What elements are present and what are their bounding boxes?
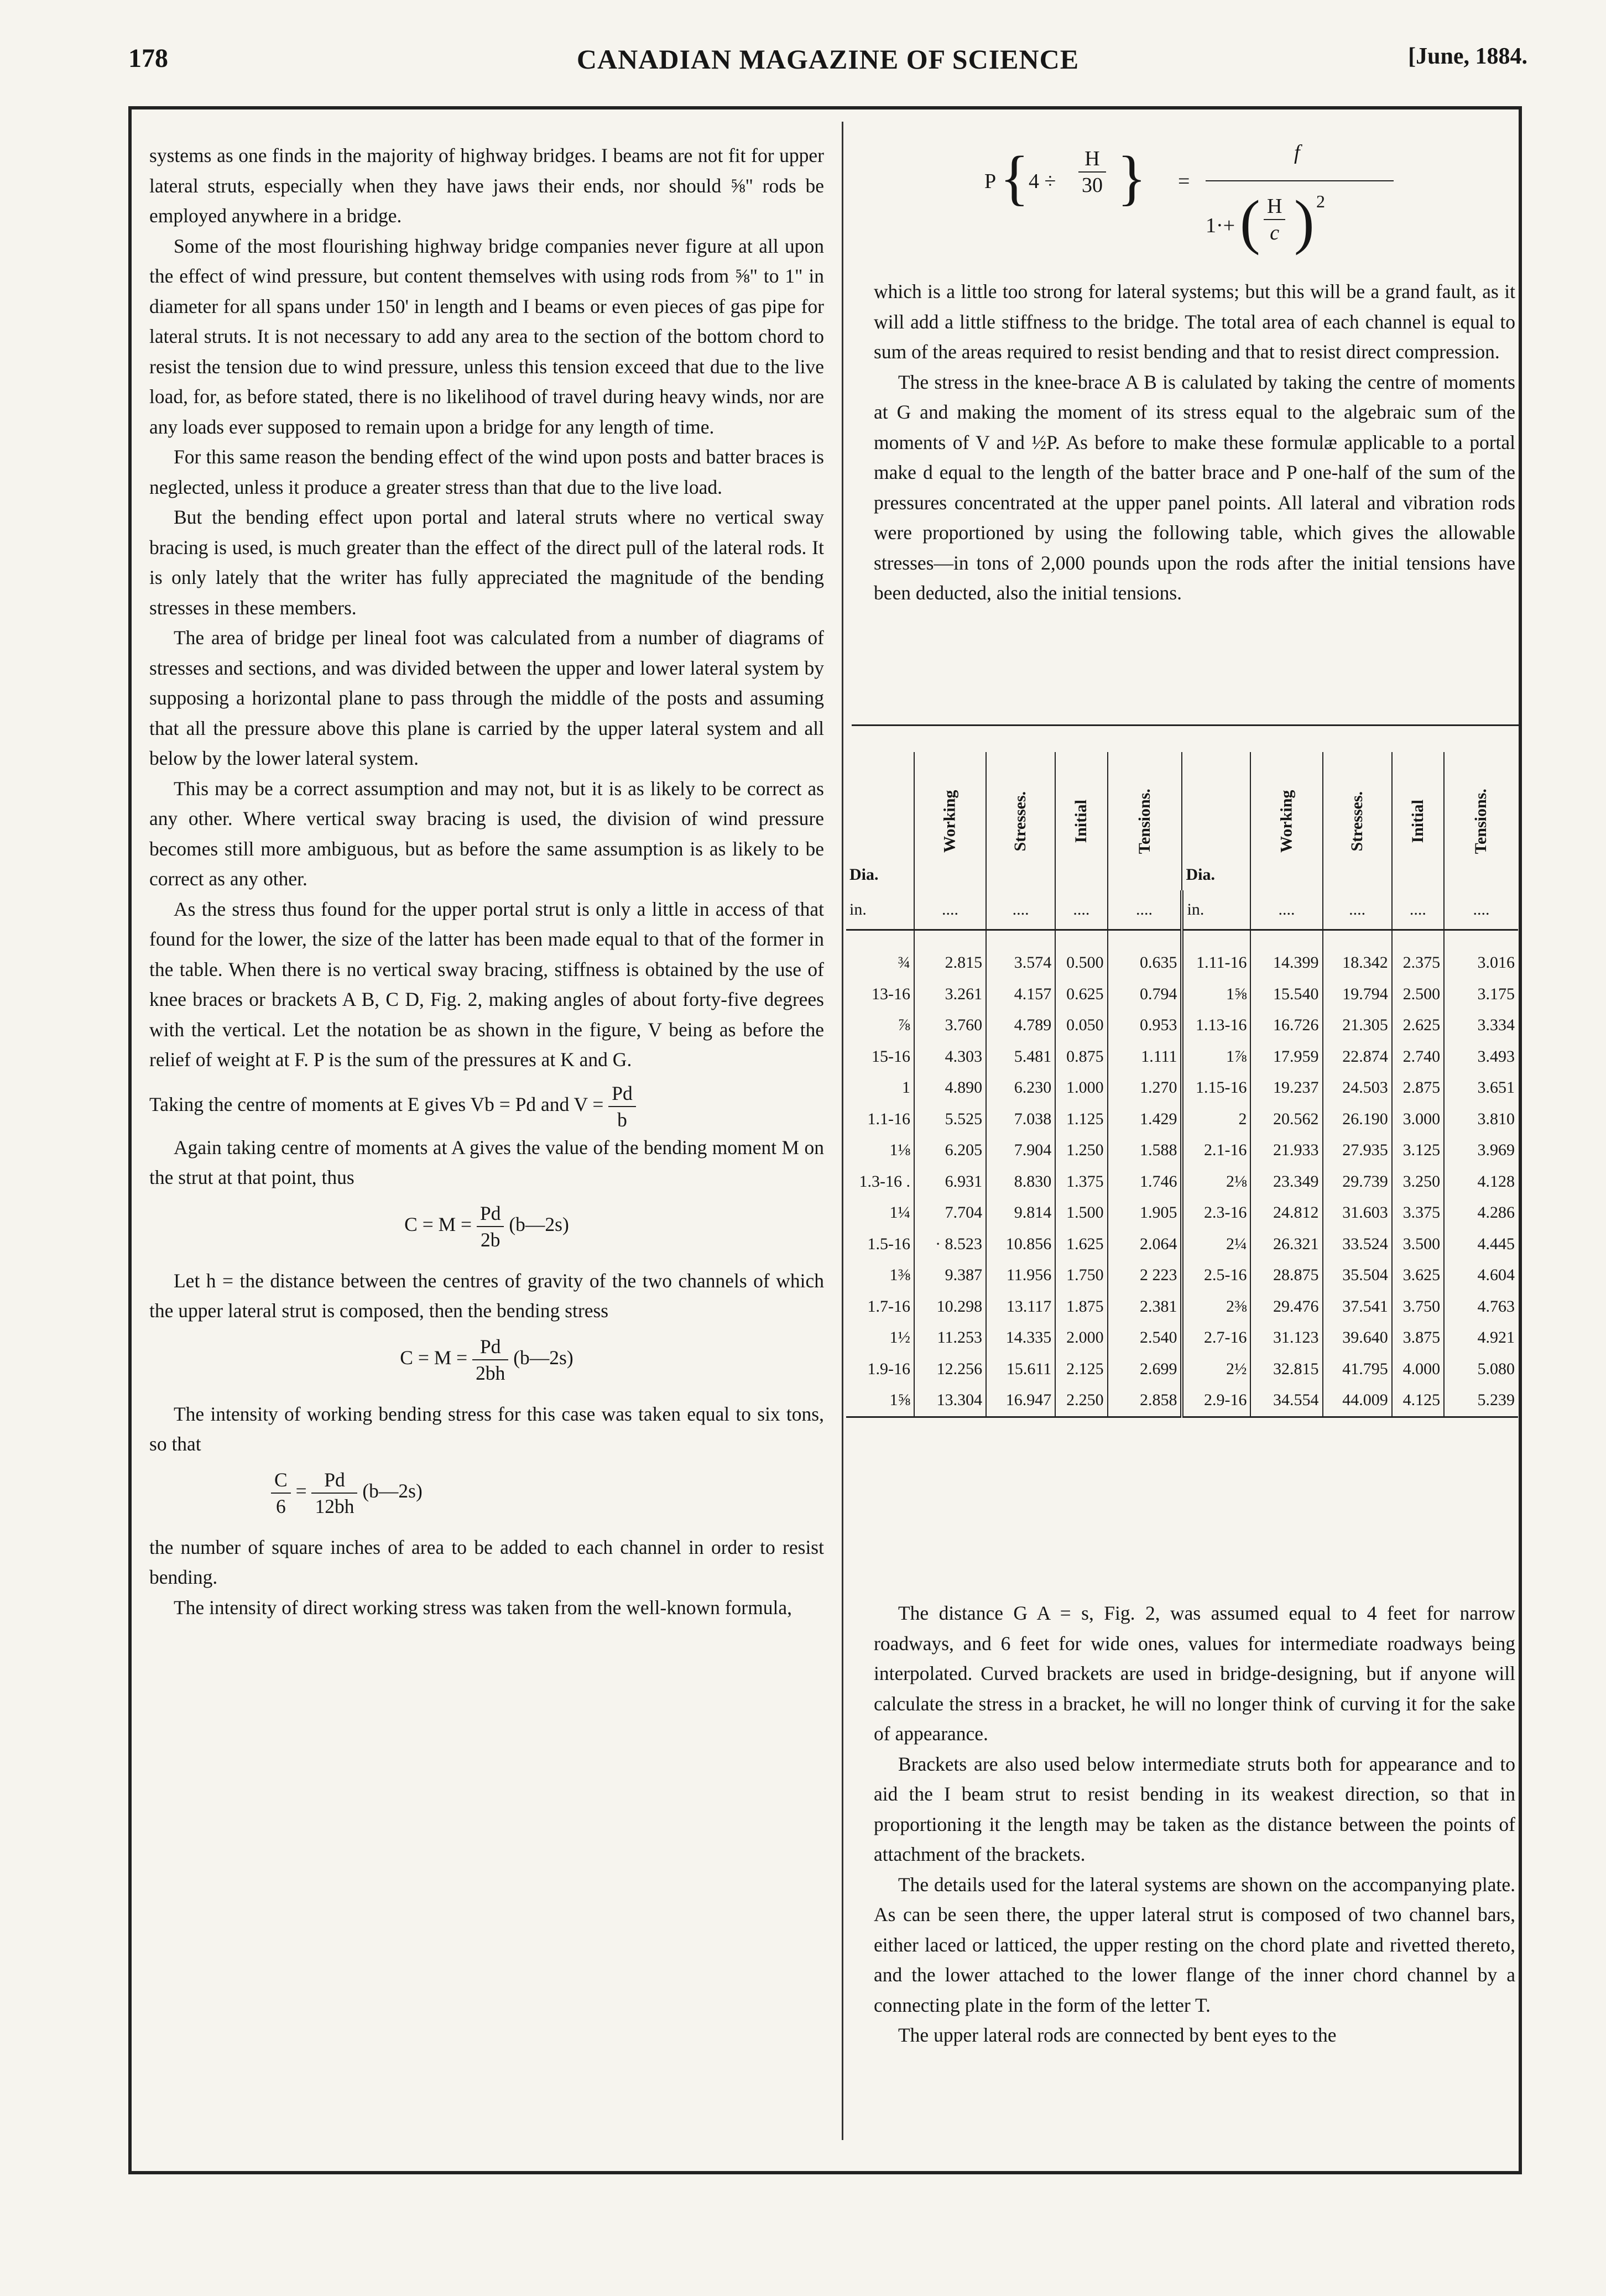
value-cell: 6.230: [986, 1072, 1055, 1104]
value-cell: 3.175: [1444, 979, 1518, 1010]
paragraph: The area of bridge per lineal foot was calculated from a number of diagrams of stresses and sections, and was divided between the upper and lower lateral system by supposing a horizontal plane to pass through the middle of the posts and assuming that all the pressure above this plane is carried by the upper lateral system and all below by the lower lateral system.: [149, 627, 824, 769]
denominator: 2bh: [476, 1361, 505, 1384]
value-cell: 4.890: [914, 1072, 986, 1104]
value-cell: 24.503: [1323, 1072, 1392, 1104]
value-cell: · 8.523: [914, 1229, 986, 1260]
value-cell: 1.250: [1055, 1135, 1107, 1166]
equation-v: [149, 1081, 824, 1133]
stress-table: [846, 752, 1518, 1418]
value-cell: 0.050: [1055, 1010, 1107, 1041]
value-cell: 1.875: [1055, 1291, 1107, 1323]
denominator: b: [617, 1108, 627, 1131]
value-cell: 3.875: [1392, 1322, 1444, 1354]
value-cell: 4.128: [1444, 1166, 1518, 1198]
fraction: [1078, 146, 1106, 198]
paragraph: systems as one finds in the majority of highway bridges. I beams are not fit for upper lateral struts, especially when they have jaws their ends, nor should ⅝" rods be employed anywhere in a bridge.: [149, 144, 824, 227]
value-cell: 4.000: [1392, 1354, 1444, 1385]
value-cell: 11.253: [914, 1322, 986, 1354]
header-dia: [846, 752, 914, 890]
paragraph: Some of the most flourishing highway bridge companies never figure at all upon the effect of wind pressure, but content themselves with using rods from ⅝" to 1" in diameter for all spans under 150' in length and I beams or even pieces of gas pipe for lateral struts. It is not necessary to add any area to the section of the bottom chord to resist the tension due to wind pressure, unless this tension exceed that due to the live load, for, as before stated, there is no likelihood of travel during heavy winds, nor are any loads ever supposed to remain upon a bridge for any length of time.: [149, 234, 824, 438]
value-cell: 1.746: [1108, 1166, 1182, 1198]
value-cell: 2.125: [1055, 1354, 1107, 1385]
formula-p: P: [984, 170, 997, 193]
value-cell: 3.375: [1392, 1197, 1444, 1229]
value-cell: 7.704: [914, 1197, 986, 1229]
eq-equals: =: [295, 1479, 307, 1502]
diameter-cell: 2.5-16: [1182, 1260, 1250, 1291]
value-cell: 0.500: [1055, 930, 1107, 979]
value-cell: 7.038: [986, 1104, 1055, 1135]
header-label: Stresses.: [1347, 791, 1366, 852]
value-cell: 33.524: [1323, 1229, 1392, 1260]
diameter-cell: 1¼: [889, 1203, 910, 1222]
diameter-cell: 2.9-16: [1182, 1385, 1250, 1417]
value-cell: 1.429: [1108, 1104, 1182, 1135]
header-label: Tensions.: [1135, 788, 1154, 854]
value-cell: 26.190: [1323, 1104, 1392, 1135]
value-cell: 4.157: [986, 979, 1055, 1010]
eq-lhs: C = M =: [400, 1346, 468, 1369]
value-cell: 1.500: [1055, 1197, 1107, 1229]
value-cell: 10.856: [986, 1229, 1055, 1260]
value-cell: 0.875: [1055, 1041, 1107, 1073]
value-cell: 1.750: [1055, 1260, 1107, 1291]
value-cell: 1.125: [1055, 1104, 1107, 1135]
value-cell: 0.953: [1108, 1010, 1182, 1041]
fraction: [311, 1467, 357, 1519]
eq-rhs: (b—2s): [362, 1479, 423, 1502]
table-row: [846, 1104, 1518, 1135]
eq-rhs: (b—2s): [509, 1213, 569, 1235]
value-cell: 4.303: [914, 1041, 986, 1073]
value-cell: 3.810: [1444, 1104, 1518, 1135]
value-cell: 21.933: [1250, 1135, 1322, 1166]
value-cell: 5.481: [986, 1041, 1055, 1073]
value-cell: 3.261: [914, 979, 986, 1010]
table-row: [846, 1072, 1518, 1104]
value-cell: 4.789: [986, 1010, 1055, 1041]
paragraph: the number of square inches of area to be added to each channel in order to resist bending.: [149, 1536, 824, 1588]
header-label: Working: [940, 790, 959, 853]
table-row: [846, 1166, 1518, 1198]
table-row: [846, 1291, 1518, 1323]
value-cell: 1.111: [1108, 1041, 1182, 1073]
formula-divider: [1206, 180, 1394, 181]
value-cell: 3.250: [1392, 1166, 1444, 1198]
dots-cell: ....: [1444, 890, 1518, 930]
value-cell: 4.445: [1444, 1229, 1518, 1260]
value-cell: 3.625: [1392, 1260, 1444, 1291]
denominator: 30: [1082, 174, 1103, 197]
value-cell: 3.969: [1444, 1135, 1518, 1166]
value-cell: 2.064: [1108, 1229, 1182, 1260]
value-cell: 31.123: [1250, 1322, 1322, 1354]
value-cell: 5.525: [914, 1104, 986, 1135]
eq-lhs: C = M =: [404, 1213, 472, 1235]
paragraph: Brackets are also used below intermediate struts both for appearance and to aid the I beam strut to resist bending in its weakest direction, so that in proportioning it the length may be taken as the distance between the points of attachment of the brackets.: [874, 1752, 1515, 1865]
header-label: Initial: [1072, 799, 1091, 843]
value-cell: 7.904: [986, 1135, 1055, 1166]
value-cell: 6.931: [914, 1166, 986, 1198]
issue-date: [June, 1884.: [1408, 44, 1527, 69]
value-cell: 1.905: [1108, 1197, 1182, 1229]
formula-f: f: [1294, 141, 1300, 164]
value-cell: 17.959: [1250, 1041, 1322, 1073]
paragraph: The distance G A = s, Fig. 2, was assumed equal to 4 feet for narrow roadways, and 6 feet for wide ones, values for intermediate roadways being interpolated. Curved brackets are used in bridge-designing, but if anyone will calculate the stress in a bracket, he will no longer think of curving it for the sake of appearance.: [874, 1602, 1515, 1745]
formula-bracket-right: }: [1117, 144, 1146, 211]
value-cell: 9.387: [914, 1260, 986, 1291]
diameter-cell: 2¼: [1182, 1229, 1250, 1260]
diameter-cell: 1½: [889, 1328, 910, 1347]
value-cell: 1.375: [1055, 1166, 1107, 1198]
diameter-cell: 2½: [1182, 1354, 1250, 1385]
table-row: [846, 1229, 1518, 1260]
table-row: [846, 979, 1518, 1010]
value-cell: 27.935: [1323, 1135, 1392, 1166]
header-dia-2: [1182, 752, 1250, 890]
page-header: [128, 43, 1527, 87]
equation-3: [271, 1467, 824, 1519]
diameter-cell: ⅞: [898, 1016, 910, 1034]
value-cell: 0.794: [1108, 979, 1182, 1010]
value-cell: 2.250: [1055, 1385, 1107, 1417]
formula-a: 4 ÷: [1029, 170, 1056, 193]
diameter-cell: 2.1-16: [1182, 1135, 1250, 1166]
fraction: [472, 1334, 508, 1386]
value-cell: 20.562: [1250, 1104, 1322, 1135]
equation-2: [149, 1334, 824, 1386]
value-cell: 2.815: [914, 930, 986, 979]
numerator: H: [1264, 194, 1285, 220]
paragraph: But the bending effect upon portal and lateral struts where no vertical sway bracing is used, is much greater than the effect of the direct pull of the lateral rods. It is only lately that the writer has fully appreciated the magnitude of the bending stresses in these members.: [149, 506, 824, 619]
denominator: 12bh: [315, 1495, 354, 1517]
diameter-cell: 1.3-16 .: [859, 1172, 910, 1191]
value-cell: 14.335: [986, 1322, 1055, 1354]
value-cell: 32.815: [1250, 1354, 1322, 1385]
value-cell: 4.125: [1392, 1385, 1444, 1417]
table-row: [846, 1385, 1518, 1417]
value-cell: 3.750: [1392, 1291, 1444, 1323]
diameter-cell: 1.7-16: [867, 1297, 910, 1316]
value-cell: 2.875: [1392, 1072, 1444, 1104]
table-row: [846, 930, 1518, 979]
diameter-cell: 1: [902, 1078, 910, 1097]
diameter-cell: 1.11-16: [1182, 930, 1250, 979]
value-cell: 3.574: [986, 930, 1055, 979]
value-cell: 3.760: [914, 1010, 986, 1041]
formula-block: [984, 136, 1416, 274]
value-cell: 39.640: [1323, 1322, 1392, 1354]
header-initial-2: [1392, 752, 1444, 890]
dots-cell: ....: [1055, 890, 1107, 930]
header-label: Dia.: [849, 865, 879, 884]
formula-exponent: 2: [1316, 191, 1325, 211]
formula-one: 1·+: [1206, 214, 1235, 237]
value-cell: 16.947: [986, 1385, 1055, 1417]
header-stresses: [986, 752, 1055, 890]
numerator: Pd: [311, 1467, 357, 1494]
diameter-cell: 15-16: [872, 1047, 910, 1066]
diameter-cell: 1⅝: [1182, 979, 1250, 1010]
numerator: Pd: [477, 1201, 504, 1227]
paragraph: The intensity of direct working stress was taken from the well-known formula,: [174, 1596, 792, 1619]
header-label: Initial: [1408, 799, 1427, 843]
header-stresses-2: [1323, 752, 1392, 890]
value-cell: 6.205: [914, 1135, 986, 1166]
table-row: [846, 1010, 1518, 1041]
unit-cell: in.: [1182, 890, 1250, 930]
magazine-title: CANADIAN MAGAZINE OF SCIENCE: [576, 44, 1080, 75]
diameter-cell: 2⅜: [1182, 1291, 1250, 1323]
value-cell: 2.375: [1392, 930, 1444, 979]
value-cell: 23.349: [1250, 1166, 1322, 1198]
value-cell: 41.795: [1323, 1354, 1392, 1385]
value-cell: 22.874: [1323, 1041, 1392, 1073]
value-cell: 34.554: [1250, 1385, 1322, 1417]
numerator: C: [271, 1467, 291, 1494]
value-cell: 13.304: [914, 1385, 986, 1417]
value-cell: 19.237: [1250, 1072, 1322, 1104]
diameter-cell: 1.5-16: [867, 1234, 910, 1253]
value-cell: 3.000: [1392, 1104, 1444, 1135]
fraction: [477, 1201, 504, 1253]
equation-1: [149, 1201, 824, 1253]
dots-cell: ....: [1108, 890, 1182, 930]
column-divider: [842, 122, 843, 2140]
paragraph: As the stress thus found for the upper portal strut is only a little in access of that found for the lower, the size of the latter has been made equal to that of the former in the table. When there is no vertical sway bracing, stiffness is obtained by the use of knee braces or brackets A B, C D, Fig. 2, making angles of about forty-five degrees with the vertical. Let the notation be as shown in the figure, V being as before the relief of weight at F. P is the sum of the pressures at K and G.: [149, 897, 824, 1071]
header-initial: [1055, 752, 1107, 890]
diameter-cell: 1.1-16: [867, 1109, 910, 1128]
right-column-top: [874, 276, 1515, 608]
table-header-row: [846, 752, 1518, 890]
value-cell: 3.493: [1444, 1041, 1518, 1073]
value-cell: 3.334: [1444, 1010, 1518, 1041]
diameter-cell: ¾: [898, 953, 910, 972]
table-row: [846, 1197, 1518, 1229]
table-row: [846, 1135, 1518, 1166]
value-cell: 3.125: [1392, 1135, 1444, 1166]
value-cell: 2.381: [1108, 1291, 1182, 1323]
diameter-cell: 1⅛: [889, 1141, 910, 1159]
value-cell: 10.298: [914, 1291, 986, 1323]
value-cell: 1.625: [1055, 1229, 1107, 1260]
header-working-2: [1250, 752, 1322, 890]
value-cell: 2.699: [1108, 1354, 1182, 1385]
formula-bracket-left: {: [1000, 144, 1029, 211]
header-label: Dia.: [1186, 865, 1215, 884]
table-unit-row: [846, 890, 1518, 930]
dots-cell: ....: [1392, 890, 1444, 930]
eq-rhs: (b—2s): [513, 1346, 573, 1369]
diameter-cell: 1.9-16: [867, 1359, 910, 1378]
diameter-cell: 2.3-16: [1182, 1197, 1250, 1229]
table-row: [846, 1260, 1518, 1291]
paragraph: which is a little too strong for lateral systems; but this will be a grand fault, as it will add a little stiffness to the bridge. The total area of each channel is equal to sum of the areas required to resist bending and that to resist direct compression.: [874, 280, 1515, 363]
left-column: [149, 140, 824, 2142]
diameter-cell: 2⅛: [1182, 1166, 1250, 1198]
header-tensions: [1108, 752, 1182, 890]
value-cell: 2.540: [1108, 1322, 1182, 1354]
diameter-cell: 1.13-16: [1182, 1010, 1250, 1041]
numerator: Pd: [472, 1334, 508, 1360]
denominator: 6: [275, 1495, 286, 1517]
diameter-cell: 2.7-16: [1182, 1322, 1250, 1354]
table-row: [846, 1322, 1518, 1354]
value-cell: 2.858: [1108, 1385, 1182, 1417]
paragraph: Again taking centre of moments at A gives the value of the bending moment M on the strut at that point, thus: [149, 1136, 824, 1188]
value-cell: 35.504: [1323, 1260, 1392, 1291]
value-cell: 3.500: [1392, 1229, 1444, 1260]
denominator: 2b: [480, 1228, 500, 1251]
value-cell: 2 223: [1108, 1260, 1182, 1291]
value-cell: 3.651: [1444, 1072, 1518, 1104]
value-cell: 13.117: [986, 1291, 1055, 1323]
table-row: [846, 1041, 1518, 1073]
value-cell: 44.009: [1323, 1385, 1392, 1417]
diameter-cell: 1.15-16: [1182, 1072, 1250, 1104]
value-cell: 4.286: [1444, 1197, 1518, 1229]
diameter-cell: 1⅞: [1182, 1041, 1250, 1073]
value-cell: 11.956: [986, 1260, 1055, 1291]
formula-bracket-left-2: (: [1240, 188, 1260, 255]
table-body: [846, 930, 1518, 1417]
paragraph: The details used for the lateral systems are shown on the accompanying plate. As can be seen there, the upper lateral strut is composed of two channel bars, either laced or latticed, the upper resting on the chord plate and rivetted thereto, and the lower attached to the lower flange of the inner chord channel by a connecting plate in the form of the letter T.: [874, 1873, 1515, 2016]
header-label: Tensions.: [1472, 788, 1490, 854]
denominator: c: [1270, 221, 1280, 244]
value-cell: 18.342: [1323, 930, 1392, 979]
numerator: Pd: [608, 1081, 636, 1107]
dots-cell: ....: [914, 890, 986, 930]
unit-cell: in.: [846, 890, 914, 930]
value-cell: 4.763: [1444, 1291, 1518, 1323]
value-cell: 5.080: [1444, 1354, 1518, 1385]
formula-bracket-right-2: ): [1294, 188, 1315, 255]
value-cell: 24.812: [1250, 1197, 1322, 1229]
right-column-bottom: [874, 1598, 1515, 2050]
value-cell: 0.625: [1055, 979, 1107, 1010]
value-cell: 37.541: [1323, 1291, 1392, 1323]
numerator: H: [1078, 146, 1106, 173]
dots-cell: ....: [1323, 890, 1392, 930]
value-cell: 1.270: [1108, 1072, 1182, 1104]
header-tensions-2: [1444, 752, 1518, 890]
value-cell: 21.305: [1323, 1010, 1392, 1041]
value-cell: 4.604: [1444, 1260, 1518, 1291]
paragraph: The stress in the knee-brace A B is calulated by taking the centre of moments at G and making the moment of its stress equal to the algebraic sum of the moments of V and ½P. As before to make these formulæ applicable to a portal make d equal to the length of the batter brace and P one-half of the sum of the pressures concentrated at the upper panel points. All lateral and vibration rods were proportioned by using the following table, which gives the allowable stresses—in tons of 2,000 pounds upon the rods after the initial tensions have been deducted, also the initial tensions.: [874, 371, 1515, 604]
value-cell: 3.016: [1444, 930, 1518, 979]
paragraph: The intensity of working bending stress for this case was taken equal to six tons, so that: [149, 1402, 824, 1455]
header-label: Working: [1277, 790, 1296, 853]
diameter-cell: 1⅝: [846, 1385, 914, 1417]
value-cell: 8.830: [986, 1166, 1055, 1198]
fraction: [608, 1081, 636, 1133]
value-cell: 19.794: [1323, 979, 1392, 1010]
value-cell: 31.603: [1323, 1197, 1392, 1229]
header-working: [914, 752, 986, 890]
paragraph: For this same reason the bending effect of the wind upon posts and batter braces is neglected, unless it produce a greater stress than that due to the live load.: [149, 446, 824, 498]
value-cell: 9.814: [986, 1197, 1055, 1229]
value-cell: 15.611: [986, 1354, 1055, 1385]
dots-cell: ....: [986, 890, 1055, 930]
value-cell: 2.740: [1392, 1041, 1444, 1073]
formula-equals: =: [1178, 170, 1190, 193]
value-cell: 5.239: [1444, 1385, 1518, 1417]
fraction: [1264, 194, 1285, 246]
value-cell: 2.500: [1392, 979, 1444, 1010]
equation-text: Taking the centre of moments at E gives Vb = Pd and V =: [149, 1093, 604, 1115]
table-row: [846, 1354, 1518, 1385]
value-cell: 29.739: [1323, 1166, 1392, 1198]
page-number: 178: [128, 44, 168, 73]
table-separator: [852, 724, 1521, 726]
value-cell: 16.726: [1250, 1010, 1322, 1041]
paragraph: This may be a correct assumption and may not, but it is as likely to be correct as any other. Where vertical sway bracing is used, the division of wind pressure becomes still more ambiguous, but as before the same assumption is as likely to be correct as any other.: [149, 777, 824, 890]
value-cell: 4.921: [1444, 1322, 1518, 1354]
value-cell: 2.625: [1392, 1010, 1444, 1041]
value-cell: 28.875: [1250, 1260, 1322, 1291]
value-cell: 2.000: [1055, 1322, 1107, 1354]
value-cell: 1.588: [1108, 1135, 1182, 1166]
value-cell: 14.399: [1250, 930, 1322, 979]
diameter-cell: 1⅜: [889, 1266, 910, 1284]
value-cell: 0.635: [1108, 930, 1182, 979]
value-cell: 15.540: [1250, 979, 1322, 1010]
paragraph: The upper lateral rods are connected by bent eyes to the: [898, 2024, 1337, 2046]
header-label: Stresses.: [1011, 791, 1030, 852]
value-cell: 26.321: [1250, 1229, 1322, 1260]
paragraph: Let h = the distance between the centres of gravity of the two channels of which the upper lateral strut is composed, then the bending stress: [149, 1269, 824, 1322]
fraction: [271, 1467, 291, 1519]
dots-cell: ....: [1250, 890, 1322, 930]
value-cell: 29.476: [1250, 1291, 1322, 1323]
value-cell: 12.256: [914, 1354, 986, 1385]
diameter-cell: 13-16: [872, 984, 910, 1003]
value-cell: 1.000: [1055, 1072, 1107, 1104]
diameter-cell: 2: [1182, 1104, 1250, 1135]
